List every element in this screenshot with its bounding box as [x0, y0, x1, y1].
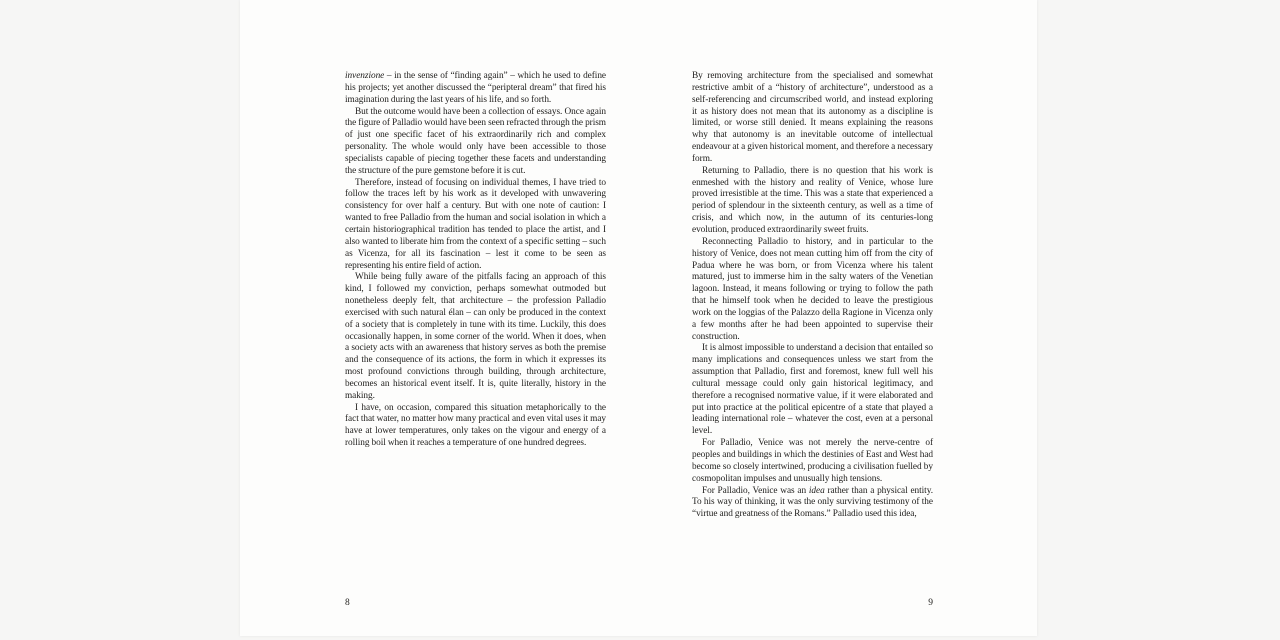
paragraph: It is almost impossible to understand a decision that entailed so many implications and consequences unless we start from the assumption that Palladio, first and foremost, knew full well his cultural message could only gain historical legitimacy, and therefore a recognised normative value, if it were elaborated and put into practice at the political epicentre of a state that played a leading international role – whatever the cost, even at a personal level.: [692, 343, 933, 437]
italic-term: idea: [808, 485, 825, 496]
paragraph: I have, on occasion, compared this situation metaphorically to the fact that water, no matter how many practical and even vital uses it may have at lower temperatures, only takes on the vigour and energy of a rolling boil when it reaches a temperature of one hundred degrees.: [345, 402, 606, 449]
page-number-right: 9: [928, 598, 933, 608]
paragraph: [692, 486, 933, 522]
paragraph-text: rather than a physical entity. To his way of thinking, it was the only surviving testimony of the “virtue and greatness of the Romans.” Palladio used this idea,: [692, 485, 933, 520]
paragraph: Therefore, instead of focusing on individual themes, I have tried to follow the traces left by his work as it developed with unwavering consistency for over half a century. But with one note of caution: I wanted to free Palladio from the human and social isolation in which a certain historiographical tradition has tended to place the artist, and I also wanted to liberate him from the context of a specific setting – such as Vicenza, for all its fascination – lest it come to be seen as representing his entire field of action.: [345, 177, 606, 271]
paragraph: While being fully aware of the pitfalls facing an approach of this kind, I followed my conviction, perhaps somewhat outmoded but nonetheless deeply felt, that architecture – the profession Palladio exercised with such natural élan – can only be produced in the context of a society that is completely in tune with its time. Luckily, this does occasionally happen, in some corner of the world. When it does, when a society acts with an awareness that history serves as both the premise and the consequence of its actions, the form in which it expresses its most profound convictions through building, through architecture, becomes an historical event itself. It is, quite literally, history in the making.: [345, 272, 606, 401]
paragraph: By removing architecture from the specialised and somewhat restrictive ambit of a “history of architecture”, understood as a self-referencing and circumscribed world, and instead exploring it as history does not mean that its autonomy as a discipline is limited, or worse still denied. It means explaining the reasons why that autonomy is an inevitable outcome of intellectual endeavour at a given historical moment, and therefore a necessary form.: [692, 71, 933, 164]
paragraph: But the outcome would have been a collection of essays. Once again the figure of Palladio would have been seen refracted through the prism of just one specific facet of his extraordinarily rich and complex personality. The whole would only have been accessible to those specialists capable of piecing together these facets and understanding the structure of the pure gemstone before it is cut.: [345, 106, 606, 176]
left-page-text-column: [345, 71, 606, 450]
italic-term: invenzione: [345, 71, 385, 81]
page-spread: [240, 0, 1037, 636]
paragraph-text: – in the sense of “finding again” – which he used to define his projects; yet another discussed the “peripteral dream” that fired his imagination during the last years of his life, and so forth.: [345, 71, 606, 105]
paragraph: For Palladio, Venice was not merely the nerve-centre of peoples and buildings in which the destinies of East and West had become so closely intertwined, producing a civilisation fuelled by cosmopolitan impulses and unusually high tensions.: [692, 438, 933, 484]
paragraph: Reconnecting Palladio to history, and in particular to the history of Venice, does not mean cutting him off from the city of Padua where he was born, or from Vicenza where his talent matured, just to immerse him in the salty waters of the Venetian lagoon. Instead, it means following or trying to follow the path that he himself took when he decided to leave the prestigious work on the loggias of the Palazzo della Ragione in Vicenza only a few months after he had been appointed to supervise their construction.: [692, 236, 933, 342]
paragraph-text: For Palladio, Venice was an: [702, 485, 809, 496]
paragraph: Returning to Palladio, there is no question that his work is enmeshed with the history and reality of Venice, whose lure proved irresistible at the time. This was a state that experienced a period of splendour in the sixteenth century, as well as a time of crisis, and which now, in the autumn of its centuries-long evolution, produced extraordinarily sweet fruits.: [692, 165, 933, 235]
page-number-left: 8: [345, 598, 350, 608]
right-page-text-column: [692, 71, 933, 521]
paragraph: [345, 71, 606, 107]
